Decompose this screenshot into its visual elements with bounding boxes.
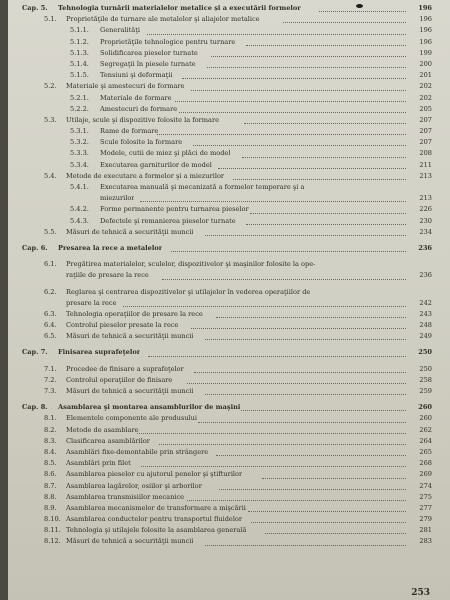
toc-page-number: 230 [419, 216, 432, 225]
toc-entry-number: Cap. 8. [22, 403, 48, 412]
toc-page-number: 202 [419, 82, 432, 91]
toc-entry-title: Utilaje, scule şi dispozitive folosite la formare [66, 115, 220, 124]
toc-page-number: 269 [419, 470, 432, 479]
toc-page-number: 234 [419, 227, 432, 236]
toc-page-number: 196 [419, 37, 432, 46]
toc-entry-title: Solidificarea pieselor turnate [100, 48, 198, 57]
toc-entry-title: Asamblarea lagărelor, osiilor şi arborilor [66, 481, 202, 490]
toc-entry-number: 5.3.2. [70, 138, 89, 147]
toc-entry-row [22, 386, 442, 397]
toc-entry-title: Măsuri de tehnică a securităţii muncii [66, 537, 194, 546]
toc-entry-title: Asamblări prin filet [66, 459, 131, 468]
toc-page-number: 281 [419, 526, 432, 535]
toc-entry-title: Măsuri de tehnică a securităţii muncii [66, 332, 194, 341]
toc-entry-title: Executarea manuală şi mecanizată a formelor temporare şi a [100, 183, 305, 191]
toc-entry-number: Cap. 6. [22, 243, 48, 252]
toc-entry-title: Finisarea suprafeţelor [58, 348, 141, 357]
toc-page-number: 248 [419, 321, 432, 330]
toc-entry-title: Controlul pieselor presate la rece [66, 321, 179, 330]
toc-page-number: 201 [419, 71, 432, 80]
toc-entry-number: 8.4. [44, 447, 57, 456]
toc-entry-number: 6.2. [44, 287, 57, 296]
toc-entry-number: 8.5. [44, 459, 57, 468]
toc-entry-row [22, 270, 442, 281]
toc-entry-number: 5.4. [44, 171, 57, 180]
toc-entry-number: 8.6. [44, 470, 57, 479]
toc-page-number: 196 [419, 15, 432, 24]
toc-entry-number: 5.4.2. [70, 205, 89, 214]
toc-page-number: 202 [419, 93, 432, 102]
toc-entry-title: Tehnologia turnării materialelor metalice și a executării formelor [58, 4, 301, 12]
toc-entry-title: Scule folosite la formare [100, 138, 183, 147]
toc-page-number: 199 [419, 48, 432, 57]
toc-entry-row [22, 331, 442, 342]
table-of-contents [22, 3, 442, 548]
toc-entry-number: 6.1. [44, 260, 57, 269]
toc-page-number: 205 [419, 104, 432, 113]
toc-page-number: 213 [419, 194, 432, 203]
toc-entry-title: Asamblarea mecanismelor de transformare a mişcării [66, 503, 246, 512]
toc-entry-title: presare la rece [66, 298, 117, 307]
toc-entry-number: 7.1. [44, 364, 57, 373]
toc-page-number: 260 [419, 414, 432, 423]
toc-page-number: 259 [419, 387, 432, 395]
toc-entry-number: 8.11. [44, 526, 61, 535]
toc-entry-row [22, 227, 442, 238]
toc-entry-number: 5.1. [44, 15, 57, 24]
toc-page-number: 207 [419, 138, 432, 147]
toc-entry-title: Executarea garniturilor de model [100, 160, 212, 169]
toc-entry-number: 5.2.1. [70, 93, 89, 102]
toc-page-number: 236 [419, 271, 432, 280]
dot-leader [205, 383, 406, 395]
toc-entry-number: 8.2. [44, 425, 57, 434]
toc-page-number: 283 [419, 537, 432, 546]
toc-chapter-row [22, 243, 442, 254]
toc-entry-number: 8.9. [44, 503, 57, 512]
toc-entry-title: Forme permanente pentru turnarea pieselor [100, 205, 249, 214]
toc-entry-number: 5.4.1. [70, 183, 89, 191]
book-page [8, 0, 450, 600]
dot-leader [162, 267, 406, 279]
toc-entry-number: 8.10. [44, 515, 61, 524]
toc-entry-number: 5.3. [44, 115, 57, 124]
toc-entry-row [22, 171, 442, 182]
toc-entry-title: Proprietăţile tehnologice pentru turnare [100, 37, 236, 46]
toc-entry-title: Asamblarea transmisiilor mecanice [66, 492, 185, 501]
toc-entry-title: Asamblarea conductelor pentru transportul fluidelor [66, 515, 243, 524]
toc-entry-number: 5.4.3. [70, 216, 89, 225]
toc-page-number: 264 [419, 436, 432, 445]
dot-leader [233, 168, 406, 180]
toc-entry-title: Presarea la rece a metalelor [58, 243, 163, 252]
toc-page-number: 265 [419, 447, 432, 456]
toc-page-number: 236 [418, 243, 432, 252]
toc-entry-title: Tehnologia operaţiilor de presare la rece [66, 309, 203, 318]
toc-entry-title: raţiile de presare la rece [66, 271, 149, 280]
toc-entry-title: Controlul operaţiilor de finisare [66, 375, 173, 384]
toc-entry-title: Asamblarea pieselor cu ajutorul penelor şi ştifturilor [66, 470, 243, 479]
toc-page-number: 242 [419, 298, 432, 307]
toc-entry-number: 5.1.2. [70, 37, 89, 46]
dot-leader [205, 328, 406, 340]
toc-entry-title: Rame de formare [100, 127, 159, 136]
toc-entry-title: Clasificarea asamblărilor [66, 436, 150, 445]
toc-page-number: 277 [419, 503, 432, 512]
toc-entry-title: Proprietăţile de turnare ale metalelor şi aliajelor metalice [66, 15, 260, 24]
toc-entry-row [22, 536, 442, 547]
toc-entry-number: 7.3. [44, 387, 57, 395]
toc-entry-number: 5.2. [44, 82, 57, 91]
toc-entry-number: Cap. 5. [22, 4, 48, 12]
toc-entry-title: Asamblări fixe-demontabile prin strângere [66, 447, 209, 456]
dot-leader [205, 533, 406, 545]
toc-page-number: 262 [419, 425, 432, 434]
toc-entry-number: 8.7. [44, 481, 57, 490]
toc-entry-title: Măsuri de tehnică a securităţii muncii [66, 387, 194, 395]
toc-page-number: 200 [419, 59, 432, 68]
toc-entry-number: 5.3.3. [70, 149, 89, 158]
toc-entry-title: Reglarea şi centrarea dispozitivelor şi utilajelor în vederea operaţiilor de [66, 287, 311, 296]
toc-entry-title: Măsuri de tehnică a securităţii muncii [66, 227, 194, 236]
toc-page-number: 208 [419, 149, 432, 158]
toc-entry-title: Tehnologia şi utilajele folosite la asamblarea generală [66, 526, 247, 535]
toc-entry-number: 5.2.2. [70, 104, 89, 113]
toc-entry-number: 5.1.1. [70, 26, 89, 35]
toc-page-number: 274 [419, 481, 432, 490]
dot-leader [205, 224, 406, 236]
toc-entry-number: 5.5. [44, 227, 57, 236]
toc-entry-number: 8.12. [44, 537, 61, 546]
toc-entry-number: 5.3.1. [70, 127, 89, 136]
toc-entry-title: Generalităţi [100, 26, 140, 35]
toc-page-number: 260 [418, 403, 432, 412]
toc-page-number: 207 [419, 115, 432, 124]
toc-entry-number: 5.3.4. [70, 160, 89, 169]
toc-entry-number: 5.1.3. [70, 48, 89, 57]
toc-page-number: 211 [419, 160, 432, 169]
toc-entry-title: Modele, cutii de miez şi plăci de model [100, 149, 231, 158]
toc-entry-title: Tensiuni şi deformaţii [100, 71, 173, 80]
toc-page-number: 275 [419, 492, 432, 501]
toc-page-number: 213 [419, 171, 432, 180]
toc-entry-title: Amestecuri de formare [100, 104, 178, 113]
toc-entry-number: 8.3. [44, 436, 57, 445]
toc-entry-number: 6.5. [44, 332, 57, 341]
dot-leader [171, 240, 406, 252]
toc-entry-number: 8.8. [44, 492, 57, 501]
toc-page-number: 268 [419, 459, 432, 468]
toc-page-number: 279 [419, 515, 432, 524]
toc-page-number: 249 [419, 332, 432, 341]
toc-entry-number: 6.3. [44, 309, 57, 318]
toc-entry-title: miezurilor [100, 194, 135, 203]
toc-entry-number: 6.4. [44, 321, 57, 330]
toc-page-number: 258 [419, 375, 432, 384]
toc-page-number: 250 [418, 348, 432, 357]
toc-entry-title: Procedee de finisare a suprafeţelor [66, 364, 184, 373]
toc-entry-title: Elementele componente ale produsului [66, 414, 197, 423]
toc-entry-number: 7.2. [44, 375, 57, 384]
toc-entry-title: Segregaţii în piesele turnate [100, 59, 196, 68]
dot-leader [148, 344, 406, 356]
toc-page-number: 250 [419, 364, 432, 373]
toc-entry-number: 5.1.5. [70, 71, 89, 80]
toc-page-number: 207 [419, 127, 432, 136]
toc-page-number: 196 [418, 4, 432, 12]
toc-page-number: 196 [419, 26, 432, 35]
toc-entry-number: 5.1.4. [70, 59, 89, 68]
toc-entry-title: Metode de executare a formelor şi a miezurilor [66, 171, 225, 180]
toc-entry-title: Pregătirea materialelor, sculelor, dispozitivelor şi maşinilor folosite la ope- [66, 260, 316, 269]
toc-page-number: 226 [419, 205, 432, 214]
toc-entry-title: Materiale de formare [100, 93, 172, 102]
toc-entry-number: 8.1. [44, 414, 57, 423]
toc-entry-title: Metode de asamblare [66, 425, 139, 434]
toc-entry-title: Asamblarea şi montarea ansamblurilor de maşini [58, 403, 241, 412]
toc-entry-title: Defectele şi remanierea pieselor turnate [100, 216, 236, 225]
toc-entry-number: Cap. 7. [22, 348, 48, 357]
toc-entry-title: Materiale şi amestecuri de formare [66, 82, 185, 91]
toc-chapter-row [22, 347, 442, 358]
page-number: 253 [411, 588, 430, 598]
toc-page-number: 243 [419, 309, 432, 318]
